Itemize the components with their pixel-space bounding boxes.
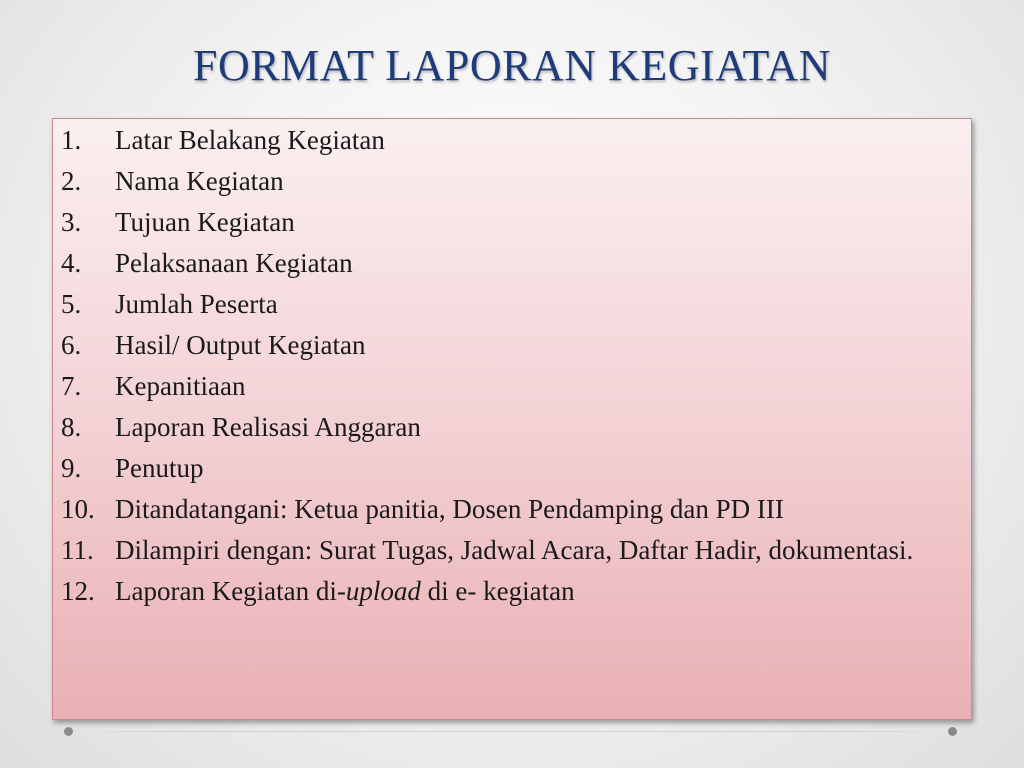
list-item-text: Hasil/ Output Kegiatan (115, 330, 366, 360)
list-item-number: 6. (61, 330, 82, 360)
list-item-text-before: Laporan Kegiatan di- (115, 576, 346, 606)
list-item-text: Pelaksanaan Kegiatan (115, 248, 353, 278)
list-item-number: 3. (61, 207, 82, 237)
left-dot-ornament (64, 727, 73, 736)
list-item-text: Latar Belakang Kegiatan (115, 125, 385, 155)
list-item-number: 10. (61, 494, 95, 524)
list-item (61, 287, 951, 321)
list-item (61, 533, 951, 567)
list-item-text: Dilampiri dengan: Surat Tugas, Jadwal Acara, Daftar Hadir, dokumentasi. (115, 535, 914, 565)
list-item (61, 164, 951, 198)
list-item (61, 574, 951, 608)
list-item-text: Ditandatangani: Ketua panitia, Dosen Pendamping dan PD III (115, 494, 784, 524)
right-dot-ornament (948, 727, 957, 736)
list-item (61, 246, 951, 280)
content-box (52, 118, 972, 720)
list-item-number: 4. (61, 248, 82, 278)
list-item (61, 369, 951, 403)
list-item-number: 1. (61, 125, 82, 155)
list-item-text: Kepanitiaan (115, 371, 246, 401)
list-item-text: Jumlah Peserta (115, 289, 278, 319)
list-item-text-after: di e- kegiatan (420, 576, 575, 606)
list-item-number: 9. (61, 453, 82, 483)
list-item (61, 492, 951, 526)
list-item-text: Laporan Realisasi Anggaran (115, 412, 421, 442)
slide-title: FORMAT LAPORAN KEGIATAN (193, 41, 831, 90)
list-item-number: 2. (61, 166, 82, 196)
list-item-text: Tujuan Kegiatan (115, 207, 295, 237)
list-item-number: 8. (61, 412, 82, 442)
list-item (61, 205, 951, 239)
list-item-number: 5. (61, 289, 82, 319)
list-item (61, 328, 951, 362)
list-item (61, 451, 951, 485)
numbered-list (61, 123, 951, 615)
list-item (61, 123, 951, 157)
list-item-text: Nama Kegiatan (115, 166, 284, 196)
list-item-number: 12. (61, 576, 95, 606)
list-item-text-italic: upload (345, 576, 421, 606)
list-item-text (115, 574, 951, 608)
list-item-number: 7. (61, 371, 82, 401)
list-item (61, 410, 951, 444)
footer-divider (73, 731, 948, 732)
list-item-text: Penutup (115, 453, 204, 483)
list-item-number: 11. (61, 535, 94, 565)
